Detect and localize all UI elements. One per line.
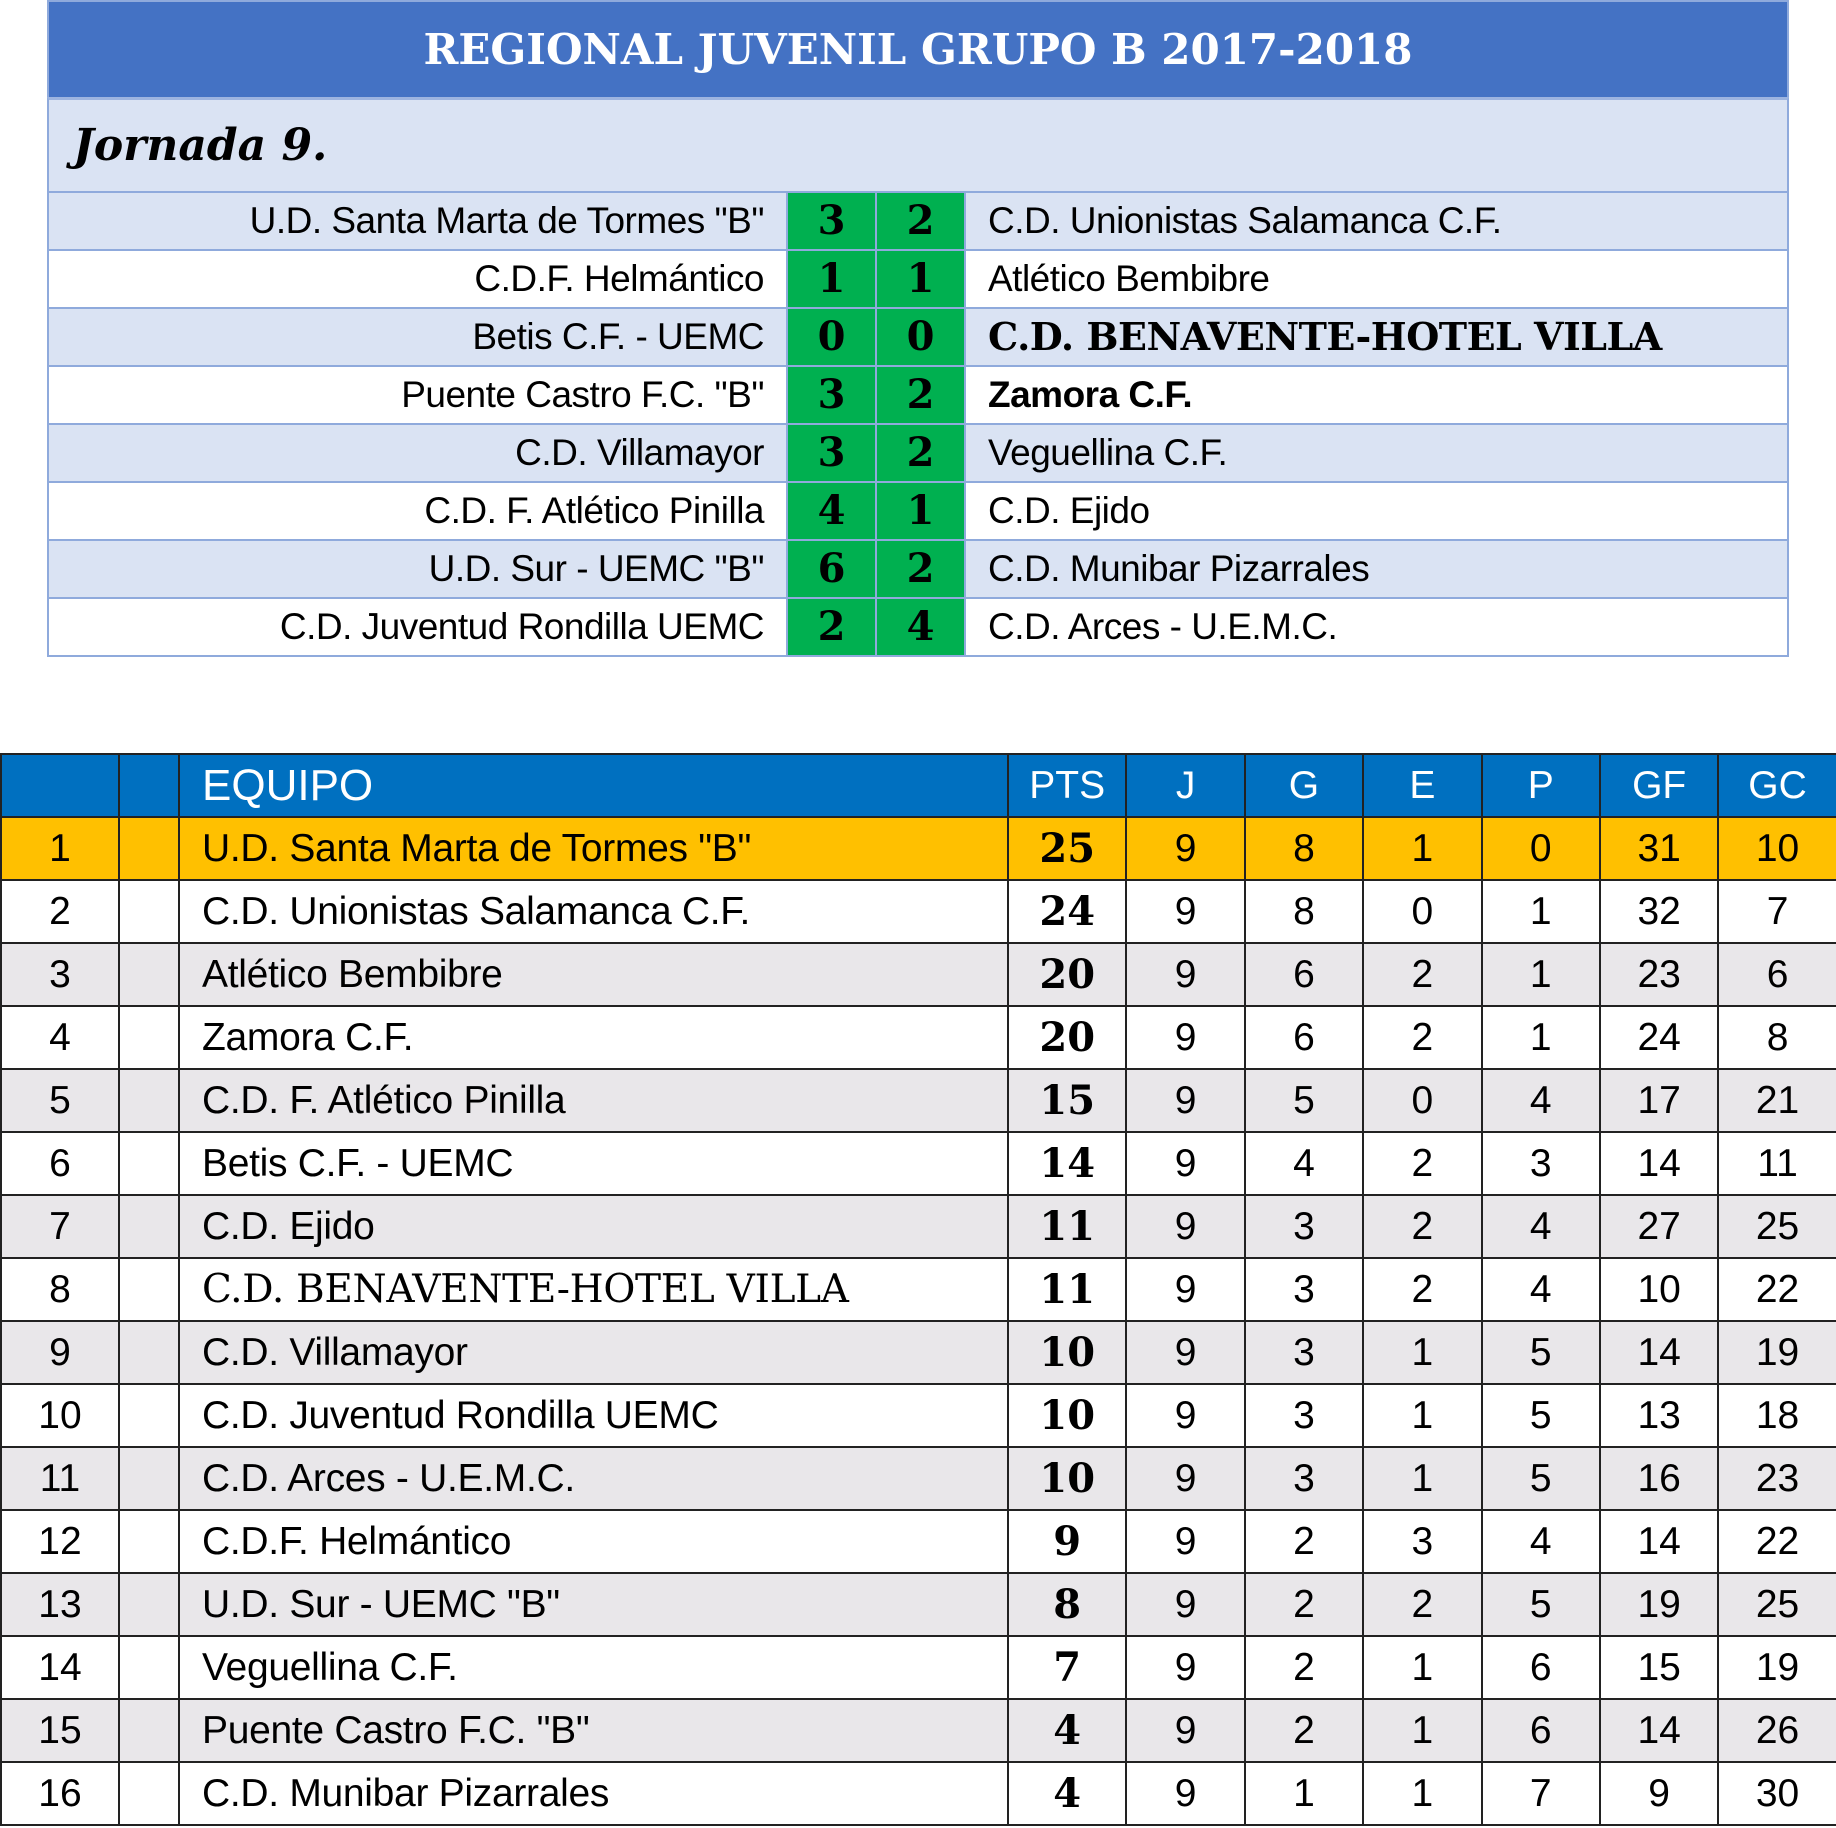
standings-row xyxy=(1,1069,1836,1132)
standings-row xyxy=(1,1762,1836,1825)
points: 14 xyxy=(1008,1132,1126,1195)
standings-row xyxy=(1,1195,1836,1258)
header-team: EQUIPO xyxy=(179,754,1008,817)
matchday-label: Jornada 9. xyxy=(47,97,1789,193)
match-row xyxy=(47,425,1789,483)
lost: 6 xyxy=(1482,1699,1600,1762)
position: 4 xyxy=(1,1006,119,1069)
team-name: Puente Castro F.C. "B" xyxy=(179,1699,1008,1762)
header-goals-for: GF xyxy=(1600,754,1718,817)
goals-for: 23 xyxy=(1600,943,1718,1006)
played: 9 xyxy=(1126,1573,1244,1636)
team-name: U.D. Sur - UEMC "B" xyxy=(179,1573,1008,1636)
away-team: C.D. Unionistas Salamanca C.F. xyxy=(964,193,1787,249)
drawn: 2 xyxy=(1363,1132,1481,1195)
drawn: 2 xyxy=(1363,943,1481,1006)
home-score: 1 xyxy=(786,251,875,307)
goals-for: 13 xyxy=(1600,1384,1718,1447)
lost: 4 xyxy=(1482,1195,1600,1258)
away-score: 2 xyxy=(875,425,964,481)
goals-for: 19 xyxy=(1600,1573,1718,1636)
standings-row xyxy=(1,1510,1836,1573)
header-points: PTS xyxy=(1008,754,1126,817)
away-score: 0 xyxy=(875,309,964,365)
points: 8 xyxy=(1008,1573,1126,1636)
played: 9 xyxy=(1126,1384,1244,1447)
goals-against: 18 xyxy=(1718,1384,1836,1447)
team-name: C.D. Villamayor xyxy=(179,1321,1008,1384)
position: 6 xyxy=(1,1132,119,1195)
lost: 1 xyxy=(1482,880,1600,943)
won: 3 xyxy=(1245,1195,1363,1258)
blank-cell xyxy=(119,1699,179,1762)
goals-against: 10 xyxy=(1718,817,1836,880)
points: 24 xyxy=(1008,880,1126,943)
blank-cell xyxy=(119,880,179,943)
match-row xyxy=(47,193,1789,251)
won: 6 xyxy=(1245,1006,1363,1069)
away-team: C.D. Arces - U.E.M.C. xyxy=(964,599,1787,655)
standings-row xyxy=(1,1699,1836,1762)
position: 12 xyxy=(1,1510,119,1573)
lost: 5 xyxy=(1482,1321,1600,1384)
blank-cell xyxy=(119,817,179,880)
drawn: 1 xyxy=(1363,1636,1481,1699)
standings-row xyxy=(1,1447,1836,1510)
won: 8 xyxy=(1245,880,1363,943)
points: 11 xyxy=(1008,1195,1126,1258)
played: 9 xyxy=(1126,1258,1244,1321)
played: 9 xyxy=(1126,1195,1244,1258)
match-row xyxy=(47,251,1789,309)
home-team: U.D. Sur - UEMC "B" xyxy=(428,548,764,589)
played: 9 xyxy=(1126,943,1244,1006)
home-team: C.D. F. Atlético Pinilla xyxy=(424,490,764,531)
home-team: Betis C.F. - UEMC xyxy=(472,316,764,357)
points: 9 xyxy=(1008,1510,1126,1573)
points: 11 xyxy=(1008,1258,1126,1321)
home-score: 6 xyxy=(786,541,875,597)
away-team: C.D. Munibar Pizarrales xyxy=(964,541,1787,597)
blank-cell xyxy=(119,1006,179,1069)
played: 9 xyxy=(1126,1132,1244,1195)
home-score: 3 xyxy=(786,367,875,423)
blank-cell xyxy=(119,1384,179,1447)
goals-against: 22 xyxy=(1718,1258,1836,1321)
team-name: Atlético Bembibre xyxy=(179,943,1008,1006)
match-row xyxy=(47,483,1789,541)
goals-against: 23 xyxy=(1718,1447,1836,1510)
standings-table xyxy=(0,753,1836,1826)
blank-cell xyxy=(119,943,179,1006)
points: 20 xyxy=(1008,943,1126,1006)
points: 25 xyxy=(1008,817,1126,880)
drawn: 1 xyxy=(1363,817,1481,880)
lost: 0 xyxy=(1482,817,1600,880)
blank-cell xyxy=(119,1510,179,1573)
blank-cell xyxy=(119,1258,179,1321)
team-name: C.D. Ejido xyxy=(179,1195,1008,1258)
standings-row xyxy=(1,817,1836,880)
team-name: C.D. BENAVENTE-HOTEL VILLA xyxy=(179,1258,1008,1321)
played: 9 xyxy=(1126,880,1244,943)
won: 5 xyxy=(1245,1069,1363,1132)
won: 2 xyxy=(1245,1510,1363,1573)
drawn: 1 xyxy=(1363,1762,1481,1825)
won: 3 xyxy=(1245,1384,1363,1447)
away-team: Veguellina C.F. xyxy=(964,425,1787,481)
goals-for: 16 xyxy=(1600,1447,1718,1510)
away-score: 2 xyxy=(875,367,964,423)
played: 9 xyxy=(1126,1762,1244,1825)
home-team: C.D. Juventud Rondilla UEMC xyxy=(279,606,764,647)
won: 1 xyxy=(1245,1762,1363,1825)
won: 3 xyxy=(1245,1258,1363,1321)
points: 4 xyxy=(1008,1762,1126,1825)
won: 2 xyxy=(1245,1699,1363,1762)
won: 4 xyxy=(1245,1132,1363,1195)
results-panel xyxy=(47,0,1789,657)
blank-cell xyxy=(119,1069,179,1132)
away-score: 4 xyxy=(875,599,964,655)
blank-cell xyxy=(119,1636,179,1699)
away-score: 1 xyxy=(875,483,964,539)
team-name: C.D. Unionistas Salamanca C.F. xyxy=(179,880,1008,943)
played: 9 xyxy=(1126,1636,1244,1699)
home-team: Puente Castro F.C. "B" xyxy=(401,374,764,415)
away-score: 1 xyxy=(875,251,964,307)
team-name: C.D. Munibar Pizarrales xyxy=(179,1762,1008,1825)
lost: 3 xyxy=(1482,1132,1600,1195)
drawn: 2 xyxy=(1363,1258,1481,1321)
standings-row xyxy=(1,1321,1836,1384)
goals-for: 27 xyxy=(1600,1195,1718,1258)
standings-row xyxy=(1,1258,1836,1321)
team-name: U.D. Santa Marta de Tormes "B" xyxy=(179,817,1008,880)
drawn: 2 xyxy=(1363,1006,1481,1069)
header-drawn: E xyxy=(1363,754,1481,817)
points: 10 xyxy=(1008,1447,1126,1510)
team-name: Zamora C.F. xyxy=(179,1006,1008,1069)
goals-against: 19 xyxy=(1718,1321,1836,1384)
goals-against: 22 xyxy=(1718,1510,1836,1573)
home-score: 3 xyxy=(786,193,875,249)
home-score: 4 xyxy=(786,483,875,539)
home-team: C.D.F. Helmántico xyxy=(474,258,764,299)
goals-against: 25 xyxy=(1718,1573,1836,1636)
played: 9 xyxy=(1126,1006,1244,1069)
team-name: C.D. Arces - U.E.M.C. xyxy=(179,1447,1008,1510)
drawn: 1 xyxy=(1363,1384,1481,1447)
match-row xyxy=(47,599,1789,657)
played: 9 xyxy=(1126,1447,1244,1510)
away-score: 2 xyxy=(875,541,964,597)
blank-cell xyxy=(119,1762,179,1825)
away-team: Atlético Bembibre xyxy=(964,251,1787,307)
lost: 4 xyxy=(1482,1258,1600,1321)
position: 5 xyxy=(1,1069,119,1132)
standings-row xyxy=(1,943,1836,1006)
match-list xyxy=(47,193,1789,657)
played: 9 xyxy=(1126,1510,1244,1573)
position: 9 xyxy=(1,1321,119,1384)
position: 11 xyxy=(1,1447,119,1510)
standings-row xyxy=(1,1573,1836,1636)
lost: 1 xyxy=(1482,1006,1600,1069)
goals-for: 14 xyxy=(1600,1510,1718,1573)
position: 10 xyxy=(1,1384,119,1447)
blank-cell xyxy=(119,1447,179,1510)
position: 13 xyxy=(1,1573,119,1636)
drawn: 1 xyxy=(1363,1447,1481,1510)
goals-for: 24 xyxy=(1600,1006,1718,1069)
position: 3 xyxy=(1,943,119,1006)
played: 9 xyxy=(1126,1069,1244,1132)
away-team: Zamora C.F. xyxy=(964,367,1787,423)
standings-row xyxy=(1,880,1836,943)
header-goals-against: GC xyxy=(1718,754,1836,817)
match-row xyxy=(47,367,1789,425)
position: 1 xyxy=(1,817,119,880)
lost: 5 xyxy=(1482,1447,1600,1510)
home-team: C.D. Villamayor xyxy=(515,432,764,473)
position: 14 xyxy=(1,1636,119,1699)
header-position xyxy=(1,754,119,817)
goals-for: 14 xyxy=(1600,1132,1718,1195)
home-team: U.D. Santa Marta de Tormes "B" xyxy=(249,200,764,241)
header-won: G xyxy=(1245,754,1363,817)
position: 16 xyxy=(1,1762,119,1825)
goals-against: 7 xyxy=(1718,880,1836,943)
standings-row xyxy=(1,1636,1836,1699)
away-score: 2 xyxy=(875,193,964,249)
points: 10 xyxy=(1008,1384,1126,1447)
drawn: 1 xyxy=(1363,1699,1481,1762)
points: 20 xyxy=(1008,1006,1126,1069)
standings-row xyxy=(1,1006,1836,1069)
lost: 4 xyxy=(1482,1510,1600,1573)
lost: 4 xyxy=(1482,1069,1600,1132)
goals-against: 11 xyxy=(1718,1132,1836,1195)
goals-against: 30 xyxy=(1718,1762,1836,1825)
position: 8 xyxy=(1,1258,119,1321)
lost: 6 xyxy=(1482,1636,1600,1699)
blank-cell xyxy=(119,1573,179,1636)
competition-title: REGIONAL JUVENIL GRUPO B 2017-2018 xyxy=(47,0,1789,97)
away-team: C.D. Ejido xyxy=(964,483,1787,539)
won: 6 xyxy=(1245,943,1363,1006)
blank-cell xyxy=(119,1195,179,1258)
points: 15 xyxy=(1008,1069,1126,1132)
header-blank xyxy=(119,754,179,817)
played: 9 xyxy=(1126,1699,1244,1762)
goals-for: 14 xyxy=(1600,1321,1718,1384)
goals-for: 31 xyxy=(1600,817,1718,880)
won: 2 xyxy=(1245,1573,1363,1636)
won: 3 xyxy=(1245,1447,1363,1510)
won: 3 xyxy=(1245,1321,1363,1384)
goals-for: 32 xyxy=(1600,880,1718,943)
goals-for: 14 xyxy=(1600,1699,1718,1762)
played: 9 xyxy=(1126,1321,1244,1384)
team-name: C.D. F. Atlético Pinilla xyxy=(179,1069,1008,1132)
position: 15 xyxy=(1,1699,119,1762)
blank-cell xyxy=(119,1321,179,1384)
lost: 7 xyxy=(1482,1762,1600,1825)
team-name: Betis C.F. - UEMC xyxy=(179,1132,1008,1195)
drawn: 3 xyxy=(1363,1510,1481,1573)
goals-against: 8 xyxy=(1718,1006,1836,1069)
drawn: 2 xyxy=(1363,1573,1481,1636)
team-name: Veguellina C.F. xyxy=(179,1636,1008,1699)
team-name: C.D. Juventud Rondilla UEMC xyxy=(179,1384,1008,1447)
drawn: 0 xyxy=(1363,880,1481,943)
home-score: 0 xyxy=(786,309,875,365)
goals-against: 26 xyxy=(1718,1699,1836,1762)
points: 7 xyxy=(1008,1636,1126,1699)
goals-for: 17 xyxy=(1600,1069,1718,1132)
won: 8 xyxy=(1245,817,1363,880)
won: 2 xyxy=(1245,1636,1363,1699)
position: 2 xyxy=(1,880,119,943)
match-row xyxy=(47,309,1789,367)
position: 7 xyxy=(1,1195,119,1258)
goals-for: 10 xyxy=(1600,1258,1718,1321)
goals-against: 6 xyxy=(1718,943,1836,1006)
goals-against: 25 xyxy=(1718,1195,1836,1258)
header-played: J xyxy=(1126,754,1244,817)
points: 10 xyxy=(1008,1321,1126,1384)
away-team: C.D. BENAVENTE-HOTEL VILLA xyxy=(964,309,1787,365)
blank-cell xyxy=(119,1132,179,1195)
standings-row xyxy=(1,1132,1836,1195)
goals-against: 19 xyxy=(1718,1636,1836,1699)
lost: 5 xyxy=(1482,1384,1600,1447)
home-score: 3 xyxy=(786,425,875,481)
drawn: 1 xyxy=(1363,1321,1481,1384)
standings-header xyxy=(1,754,1836,817)
home-score: 2 xyxy=(786,599,875,655)
match-row xyxy=(47,541,1789,599)
goals-against: 21 xyxy=(1718,1069,1836,1132)
lost: 5 xyxy=(1482,1573,1600,1636)
standings-row xyxy=(1,1384,1836,1447)
header-lost: P xyxy=(1482,754,1600,817)
goals-for: 15 xyxy=(1600,1636,1718,1699)
goals-for: 9 xyxy=(1600,1762,1718,1825)
team-name: C.D.F. Helmántico xyxy=(179,1510,1008,1573)
played: 9 xyxy=(1126,817,1244,880)
lost: 1 xyxy=(1482,943,1600,1006)
drawn: 2 xyxy=(1363,1195,1481,1258)
points: 4 xyxy=(1008,1699,1126,1762)
drawn: 0 xyxy=(1363,1069,1481,1132)
